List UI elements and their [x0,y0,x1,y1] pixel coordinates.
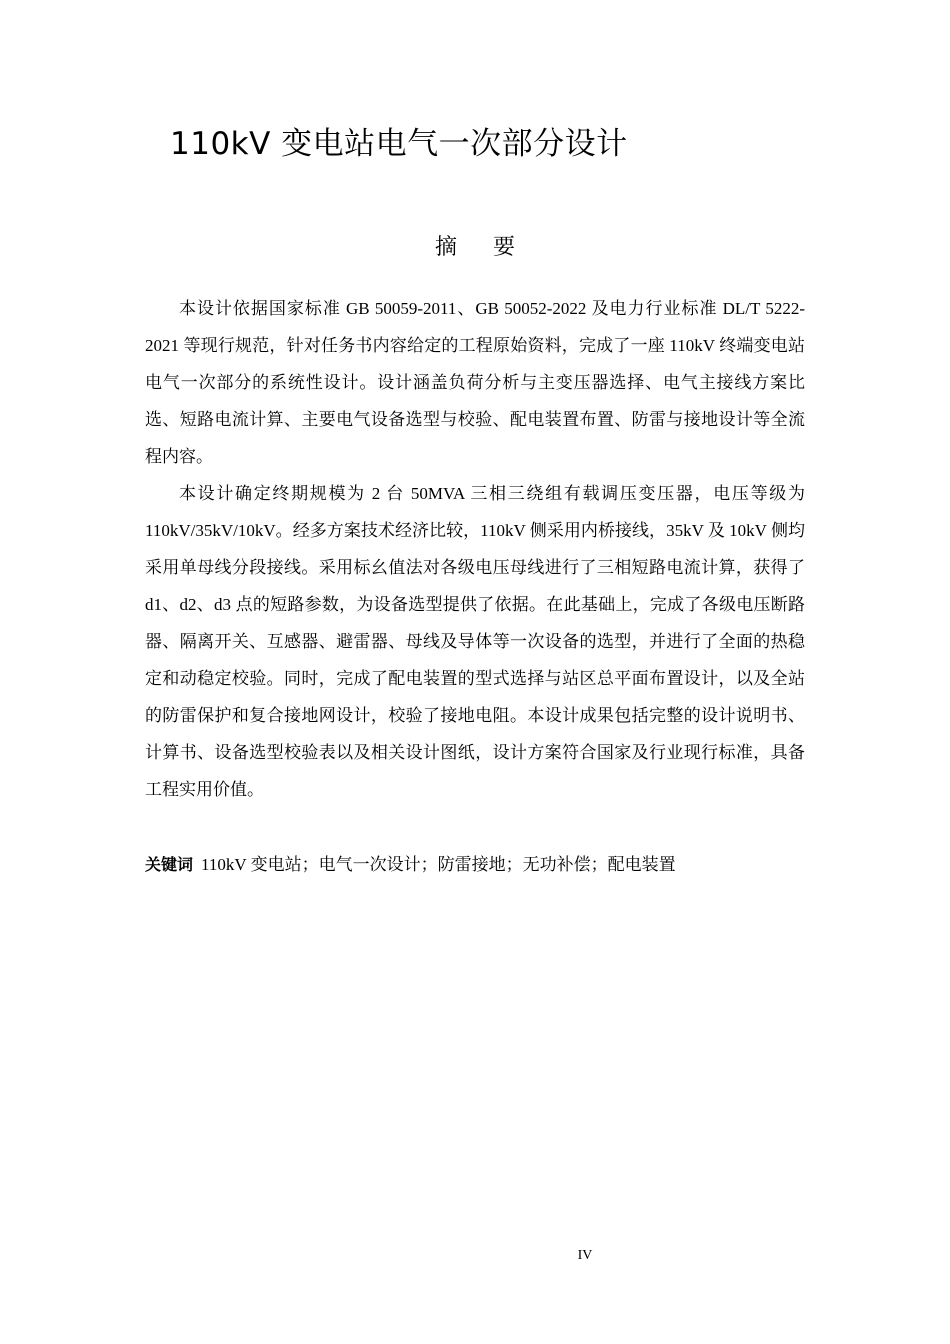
page-number: IV [577,1248,593,1263]
keywords-line [145,846,805,883]
abstract-body [145,290,805,808]
abstract-paragraph-2: 本设计确定终期规模为 2 台 50MVA 三相三绕组有载调压变压器，电压等级为 110kV/35kV/10kV。经多方案技术经济比较，110kV 侧采用内桥接线，35kV 及 10kV 侧均采用单母线分段接线。采用标幺值法对各级电压母线进行了三相短路电流计算，获得了 d1、d2、d3 点的短路参数，为设备选型提供了依据。在此基础上，完成了各级电压断路器、隔离开关、互感器、避雷器、母线及导体等一次设备的选型，并进行了全面的热稳定和动稳定校验。同时，完成了配电装置的型式选择与站区总平面布置设计，以及全站的防雷保护和复合接地网设计，校验了接地电阻。本设计成果包括完整的设计说明书、计算书、设备选型校验表以及相关设计图纸，设计方案符合国家及行业现行标准，具备工程实用价值。 [145,484,805,799]
document-title: 110kV 变电站电气一次部分设计 [170,126,628,162]
keywords-label: 关键词 [145,855,194,874]
abstract-heading: 摘要 [434,235,551,260]
abstract-paragraph-1: 本设计依据国家标准 GB 50059-2011、GB 50052-2022 及电力行业标准 DL/T 5222-2021 等现行规范，针对任务书内容给定的工程原始资料，完成了一座 110kV 终端变电站电气一次部分的系统性设计。设计涵盖负荷分析与主变压器选择、电气主接线方案比选、短路电流计算、主要电气设备选型与校验、配电装置布置、防雷与接地设计等全流程内容。 [145,299,805,466]
keywords-text: 110kV 变电站；电气一次设计；防雷接地；无功补偿；配电装置 [201,855,676,874]
